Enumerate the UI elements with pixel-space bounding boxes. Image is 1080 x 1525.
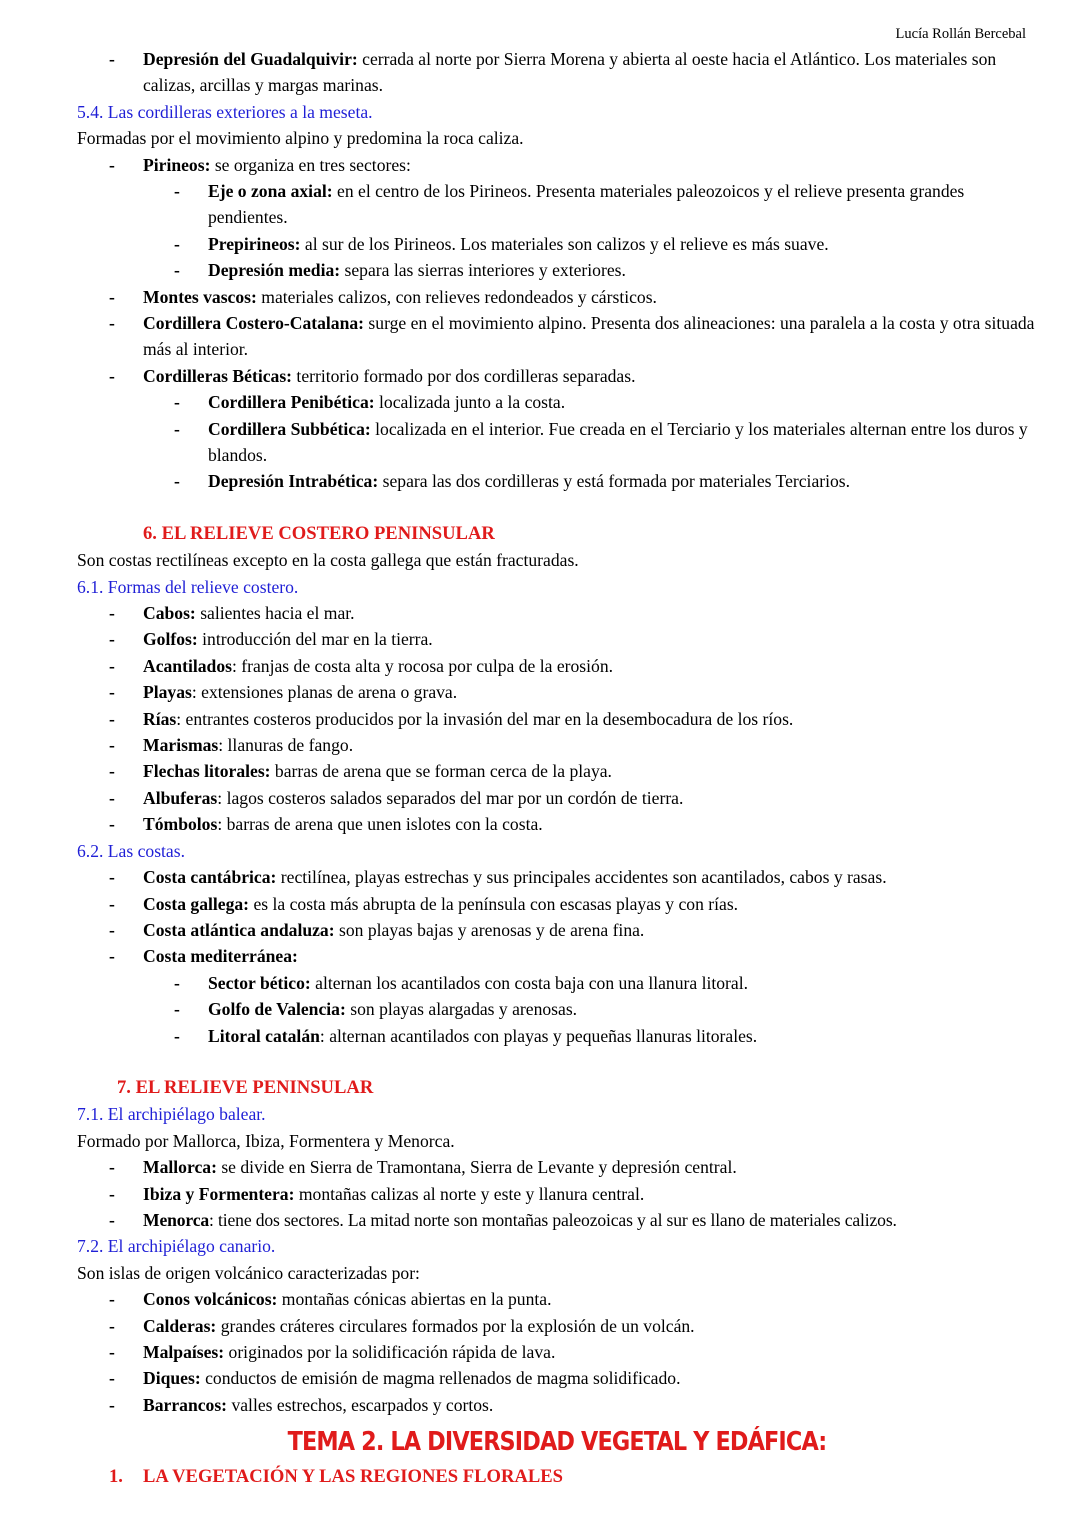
sub-list-item: - Litoral catalán: alternan acantilados con playas y pequeñas llanuras litorales. <box>77 1023 1037 1049</box>
sub-list-item: - Prepirineos: al sur de los Pirineos. Los materiales son calizos y el relieve es más suave. <box>77 231 1037 257</box>
subsection-title: 7.2. El archipiélago canario. <box>77 1236 276 1257</box>
sub-list-item: - Eje o zona axial: en el centro de los Pirineos. Presenta materiales paleozoicos y el relieve presenta grandes pendientes. <box>77 178 1037 231</box>
list-item: - Playas: extensiones planas de arena o grava. <box>77 679 1037 705</box>
list-item: - Pirineos: se organiza en tres sectores: <box>77 152 1037 178</box>
list-item: - Montes vascos: materiales calizos, con relieves redondeados y cársticos. <box>77 284 1037 310</box>
list-item: - Rías: entrantes costeros producidos por la invasión del mar en la desembocadura de los ríos. <box>77 706 1037 732</box>
list-item: - Cabos: salientes hacia el mar. <box>77 600 1037 626</box>
section-heading: 6. EL RELIEVE COSTERO PENINSULAR <box>143 522 495 544</box>
list-item: - Flechas litorales: barras de arena que se forman cerca de la playa. <box>77 758 1037 784</box>
sub-list-item: - Cordillera Penibética: localizada junto a la costa. <box>77 389 1037 415</box>
list-item: - Cordillera Costero-Catalana: surge en el movimiento alpino. Presenta dos alineaciones: una paralela a la costa y otra situada más al interior. <box>77 310 1037 363</box>
sub-list-item: - Cordillera Subbética: localizada en el interior. Fue creada en el Terciario y los materiales alternan entre los duros y blandos. <box>77 416 1037 469</box>
list-item: - Cordilleras Béticas: territorio formado por dos cordilleras separadas. <box>77 363 1037 389</box>
paragraph: Formado por Mallorca, Ibiza, Formentera y Menorca. <box>77 1130 455 1151</box>
sub-list-item: - Sector bético: alternan los acantilados con costa baja con una llanura litoral. <box>77 970 1037 996</box>
list-item: - Albuferas: lagos costeros salados separados del mar por un cordón de tierra. <box>77 785 1037 811</box>
list-item: - Costa cantábrica: rectilínea, playas estrechas y sus principales accidentes son acantilados, cabos y rasas. <box>77 864 1037 890</box>
list-item: - Diques: conductos de emisión de magma rellenados de magma solidificado. <box>77 1365 1037 1391</box>
list-item: - Ibiza y Formentera: montañas calizas al norte y este y llanura central. <box>77 1181 1037 1207</box>
paragraph: Son costas rectilíneas excepto en la costa gallega que están fracturadas. <box>77 550 579 571</box>
document-body <box>77 46 1037 1491</box>
sub-list-item: - Depresión Intrabética: separa las dos cordilleras y está formada por materiales Terciarios. <box>77 468 1037 494</box>
list-item: - Tómbolos: barras de arena que unen islotes con la costa. <box>77 811 1037 837</box>
numbered-heading <box>77 1464 1037 1490</box>
list-item: - Golfos: introducción del mar en la tierra. <box>77 626 1037 652</box>
sub-list-item: - Golfo de Valencia: son playas alargadas y arenosas. <box>77 996 1037 1022</box>
list-item: - Depresión del Guadalquivir: cerrada al norte por Sierra Morena y abierta al oeste hacia el Atlántico. Los materiales son calizas, arcillas y margas marinas. <box>77 46 1037 99</box>
paragraph: Son islas de origen volcánico caracterizadas por: <box>77 1262 420 1283</box>
list-item: - Acantilados: franjas de costa alta y rocosa por culpa de la erosión. <box>77 653 1037 679</box>
list-item: - Conos volcánicos: montañas cónicas abiertas en la punta. <box>77 1286 1037 1312</box>
list-item: - Malpaíses: originados por la solidificación rápida de lava. <box>77 1339 1037 1365</box>
list-item: - Marismas: llanuras de fango. <box>77 732 1037 758</box>
author-name: Lucía Rollán Bercebal <box>895 26 1026 42</box>
subsection-title: 7.1. El archipiélago balear. <box>77 1104 266 1125</box>
list-item: - Mallorca: se divide en Sierra de Tramontana, Sierra de Levante y depresión central. <box>77 1154 1037 1180</box>
list-item: - Barrancos: valles estrechos, escarpados y cortos. <box>77 1392 1037 1418</box>
list-item: - Costa atlántica andaluza: son playas bajas y arenosas y de arena fina. <box>77 917 1037 943</box>
list-item: - Menorca: tiene dos sectores. La mitad norte son montañas paleozoicas y al sur es llano de materiales calizos. <box>77 1207 1037 1233</box>
list-item: - Costa mediterránea: <box>77 943 1037 969</box>
list-item: - Calderas: grandes cráteres circulares formados por la explosión de un volcán. <box>77 1313 1037 1339</box>
sub-list-item: - Depresión media: separa las sierras interiores y exteriores. <box>77 257 1037 283</box>
tema-title: TEMA 2. LA DIVERSIDAD VEGETAL Y EDÁFICA: <box>287 1427 827 1458</box>
subsection-title: 6.1. Formas del relieve costero. <box>77 576 299 597</box>
subsection-title: 6.2. Las costas. <box>77 840 185 861</box>
numbered-heading-text: LA VEGETACIÓN Y LAS REGIONES FLORALES <box>143 1466 564 1488</box>
numbered-heading-number: 1. <box>109 1466 123 1488</box>
list-item: - Costa gallega: es la costa más abrupta de la península con escasas playas y con rías. <box>77 891 1037 917</box>
paragraph: Formadas por el movimiento alpino y predomina la roca caliza. <box>77 128 524 149</box>
subsection-title: 5.4. Las cordilleras exteriores a la meseta. <box>77 101 373 122</box>
section-heading: 7. EL RELIEVE PENINSULAR <box>117 1076 374 1098</box>
